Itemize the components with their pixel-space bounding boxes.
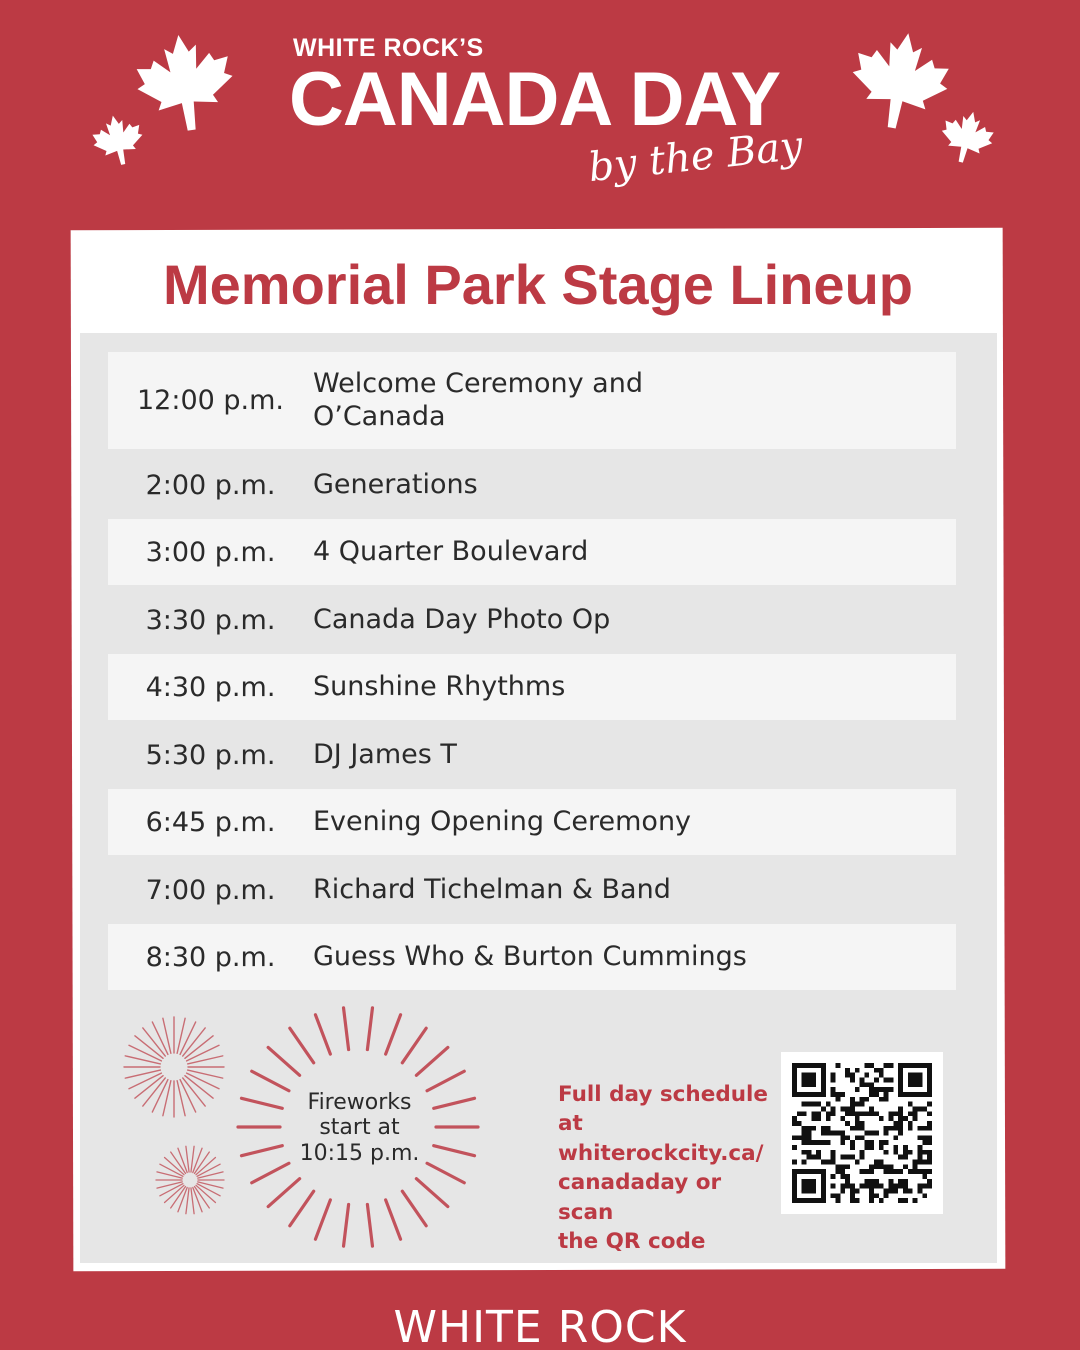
- fireworks-line: start at: [319, 1115, 400, 1141]
- schedule-act: Richard Tichelman & Band: [313, 873, 671, 905]
- schedule-row: [108, 924, 956, 990]
- footer-logo: WHITE ROCK: [393, 1302, 687, 1350]
- schedule-act: 4 Quarter Boulevard: [313, 535, 589, 567]
- schedule-time: 6:45 p.m.: [145, 806, 276, 838]
- info-line: canadaday or scan: [558, 1170, 722, 1225]
- schedule-row: [108, 452, 956, 518]
- schedule-row: [108, 654, 956, 720]
- schedule-time: 5:30 p.m.: [145, 739, 276, 771]
- schedule-act: Welcome Ceremony and O’Canada: [313, 367, 643, 432]
- info-line: the QR code: [558, 1229, 706, 1255]
- schedule-row: [108, 519, 956, 585]
- schedule-time: 2:00 p.m.: [145, 469, 276, 501]
- schedule-act: DJ James T: [313, 738, 457, 770]
- schedule-row: [108, 722, 956, 788]
- schedule-act: Sunshine Rhythms: [313, 670, 566, 702]
- schedule-time: 3:30 p.m.: [145, 604, 276, 636]
- header-title: CANADA DAY: [289, 57, 781, 142]
- stage-title: Memorial Park Stage Lineup: [163, 253, 913, 316]
- qr-code-icon[interactable]: [781, 1052, 943, 1214]
- schedule-time: 4:30 p.m.: [145, 671, 276, 703]
- fireworks-line: Fireworks: [307, 1090, 412, 1115]
- maple-leaf-icon: [87, 107, 150, 173]
- header-script-subtitle: by the Bay: [586, 122, 805, 192]
- fireworks-note: [292, 1090, 427, 1166]
- schedule-act: Guess Who & Burton Cummings: [313, 940, 747, 972]
- fireworks-time: 10:15 p.m.: [299, 1140, 420, 1166]
- schedule-time: 8:30 p.m.: [145, 941, 276, 973]
- schedule-row: [108, 352, 956, 449]
- schedule-info: [558, 1080, 768, 1257]
- schedule-time: 3:00 p.m.: [145, 536, 276, 568]
- info-link[interactable]: at whiterockcity.ca/: [558, 1111, 764, 1166]
- header-pretitle: WHITE ROCK’S: [293, 34, 484, 62]
- schedule-time: 7:00 p.m.: [145, 874, 276, 906]
- schedule-act: Canada Day Photo Op: [313, 603, 611, 635]
- info-line: Full day schedule: [558, 1082, 768, 1107]
- schedule-act: Generations: [313, 468, 478, 500]
- maple-leaf-icon: [128, 24, 242, 142]
- schedule-time: 12:00 p.m.: [137, 385, 284, 416]
- schedule-act: Evening Opening Ceremony: [313, 805, 692, 837]
- schedule-row: [108, 587, 956, 653]
- schedule-row: [108, 789, 956, 855]
- maple-leaf-icon: [842, 20, 959, 141]
- schedule-row: [108, 857, 956, 923]
